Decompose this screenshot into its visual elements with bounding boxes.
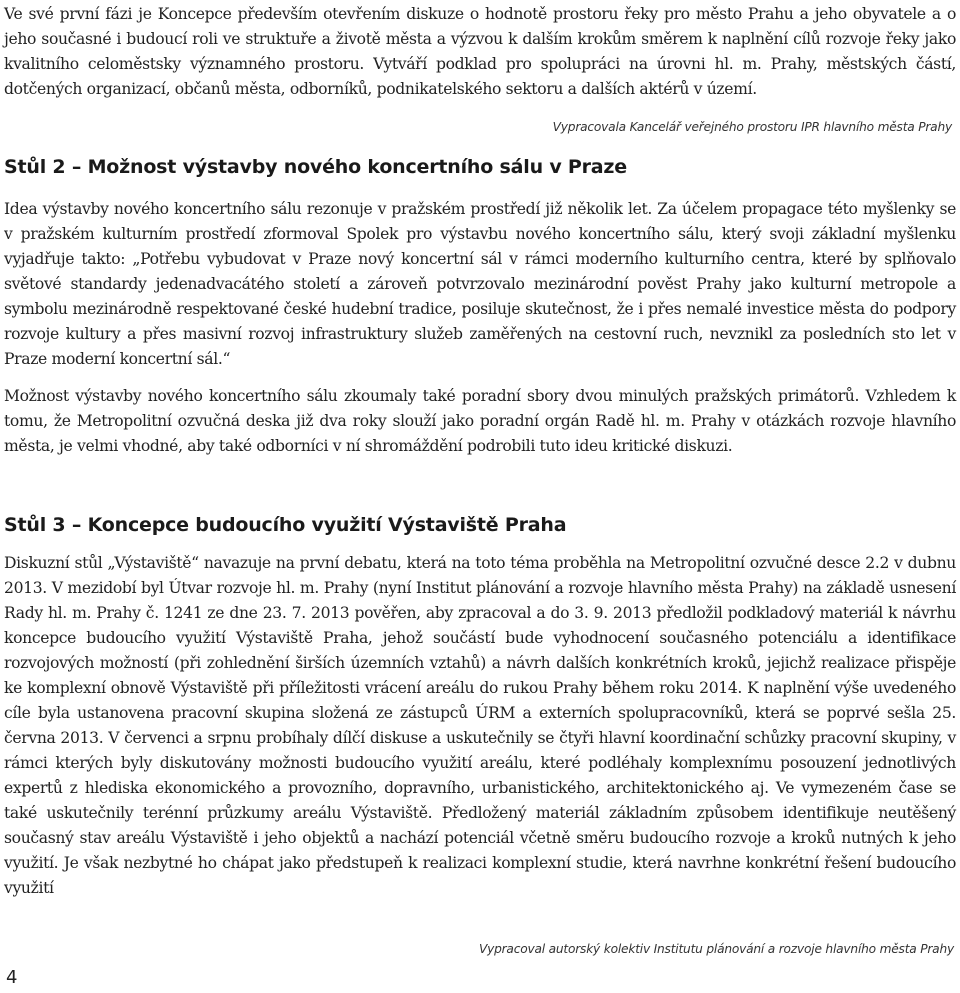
section-3-paragraph: Diskuzní stůl „Výstaviště“ navazuje na první debatu, která na toto téma proběhla na Metropolitní ozvučné desce 2.2 v dubnu 2013. V mezidobí byl Útvar rozvoje hl. m. Prahy (nyní Institut plánování a rozvoje hlavního města Prahy) na základě usnesení Rady hl. m. Prahy č. 1241 ze dne 23. 7. 2013 pověřen, aby zpracoval a do 3. 9. 2013 předložil podkladový materiál k návrhu koncepce budoucího využití Výstaviště Praha, jehož součástí bude vyhodnocení současného potenciálu a identifikace rozvojových možností (při zohlednění širších územních vztahů) a návrh dalších konkrétních kroků, jejichž realizace přispěje ke komplexní obnově Výstaviště při příležitosti vrácení areálu do rukou Prahy během roku 2014. K naplnění výše uvedeného cíle byla ustanovena pracovní skupina složená ze zástupců ÚRM a externích spolupracovníků, která se poprvé sešla 25. června 2013. V červenci a srpnu probíhaly dílčí diskuse a uskutečnily se čtyři hlavní koordinační schůzky pracovní skupiny, v rámci kterých byly diskutovány možnosti budoucího využití areálu, které podléhaly komplexnímu posouzení jednotlivých expertů z hlediska ekonomického a provozního, dopravního, urbanistického, architektonického aj. Ve vymezeném čase se také uskutečnily terénní průzkumy areálu Výstaviště. Předložený materiál základním způsobem identifikuje neutěšený současný stav areálu Výstaviště i jeho objektů a nachází potenciál včetně směru budoucího rozvoje a kroků nutných k jeho využití. Je však nezbytné ho chápat jako předstupeň k realizaci komplexní studie, která navrhne konkrétní řešení budoucího využití xyxy=(4,554,956,897)
intro-paragraph: Ve své první fázi je Koncepce především otevřením diskuze o hodnotě prostoru řeky pro město Prahu a jeho obyvatele a o jeho současné i budoucí roli ve struktuře a životě města a výzvou k dalším krokům směrem k naplnění cílů rozvoje řeky jako kvalitního celoměstsky významného prostoru. Vytváří podklad pro spolupráci na úrovni hl. m. Prahy, městských částí, dotčených organizací, občanů města, odborníků, podnikatelského sektoru a dalších aktérů v území. xyxy=(4,5,956,98)
page-number: 4 xyxy=(6,967,18,988)
section-2-paragraph-2: Možnost výstavby nového koncertního sálu zkoumaly také poradní sbory dvou minulých pražských primátorů. Vzhledem k tomu, že Metropolitní ozvučná deska již dva roky slouží jako poradní orgán Radě hl. m. Prahy v otázkách rozvoje hlavního města, je velmi vhodné, aby také odborníci v ní shromáždění podrobili tuto ideu kritické diskuzi. xyxy=(4,387,956,455)
section-2-paragraph-1: Idea výstavby nového koncertního sálu rezonuje v pražském prostředí již několik let. Za účelem propagace této myšlenky se v pražském kulturním prostředí zformoval Spolek pro výstavbu nového koncertního sálu, který svoji základní myšlenku vyjadřuje takto: „Potřebu vybudovat v Praze nový koncertní sál v rámci moderního kulturního centra, které by splňovalo světové standardy jedenadvacátého století a zároveň potvrzovalo mezinárodní pověst Prahy jako kulturní metropole a symbolu mezinárodně respektované české hudební tradice, posiluje skutečnost, že i přes nemalé investice města do podpory rozvoje kultury a přes masivní rozvoj infrastruktury služeb zaměřených na cestovní ruch, nevznikl za posledních sto let v Praze moderní koncertní sál.“ xyxy=(4,200,956,368)
section-3-heading: Stůl 3 – Koncepce budoucího využití Výstaviště Praha xyxy=(4,514,567,536)
section-3-credit: Vypracoval autorský kolektiv Institutu plánování a rozvoje hlavního města Prahy xyxy=(478,942,954,956)
intro-credit: Vypracovala Kancelář veřejného prostoru IPR hlavního města Prahy xyxy=(552,120,952,134)
section-2-heading: Stůl 2 – Možnost výstavby nového koncertního sálu v Praze xyxy=(4,156,627,178)
